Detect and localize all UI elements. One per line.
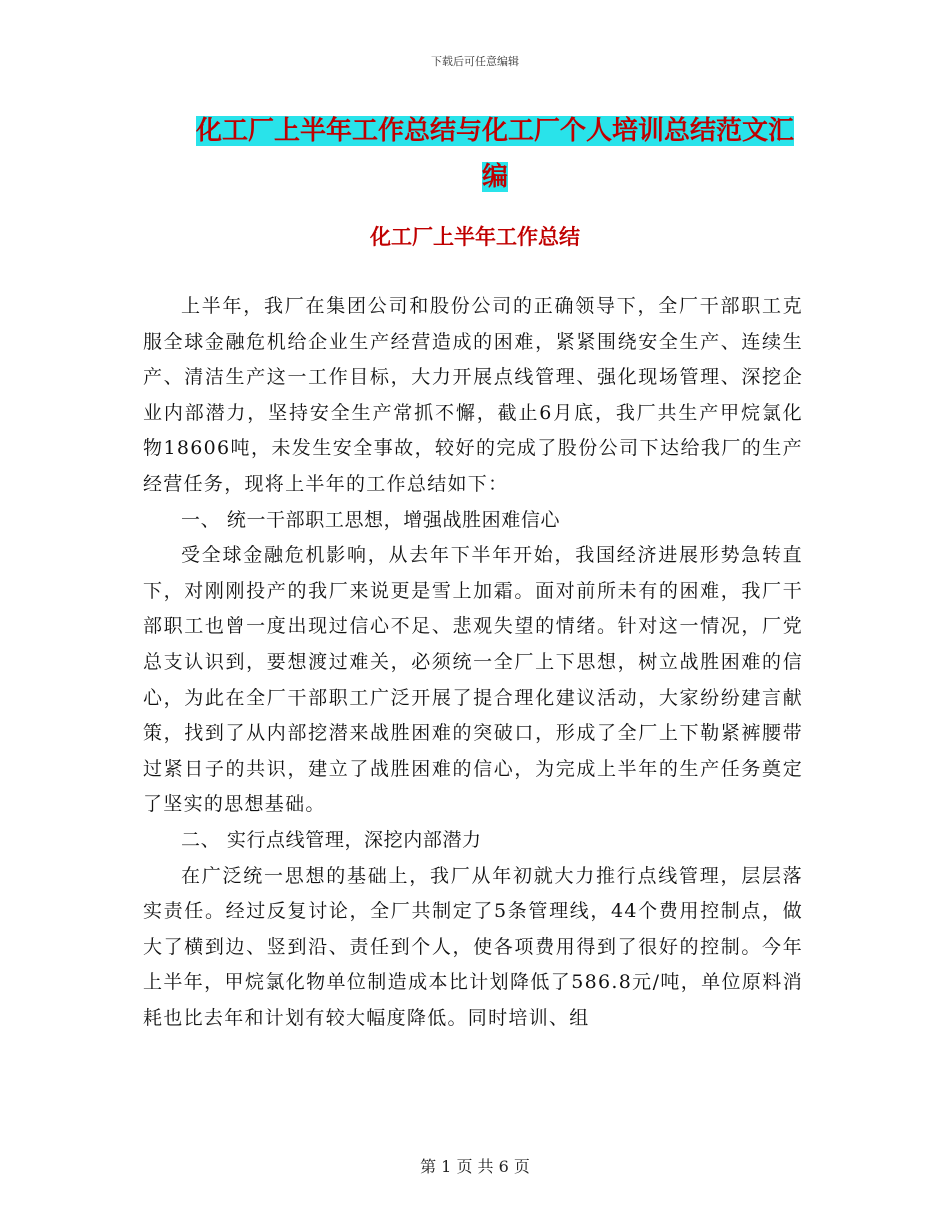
section-heading-1: 一、 统一干部职工思想，增强战胜困难信心 bbox=[181, 508, 561, 531]
paragraph-2: 在广泛统一思想的基础上，我厂从年初就大力推行点线管理，层层落实责任。经过反复讨论，全厂共制定了5条管理线，44个费用控制点，做大了横到边、竖到沿、责任到个人，使各项费用得到了很好的控制。今年上半年，甲烷氯化物单位制造成本比计划降低了586.8元/吨，单位原料消耗也比去年和计划有较大幅度降低。同时培训、组 bbox=[143, 864, 803, 1029]
section-title: 化工厂上半年工作总结 bbox=[370, 225, 580, 249]
section-heading-2: 二、 实行点线管理，深挖内部潜力 bbox=[181, 828, 482, 851]
body-text bbox=[143, 289, 803, 1036]
paragraph-intro: 上半年，我厂在集团公司和股份公司的正确领导下，全厂干部职工克服全球金融危机给企业生产经营造成的困难，紧紧围绕安全生产、连续生产、清洁生产这一工作目标，大力开展点线管理、强化现场管理、深挖企业内部潜力，坚持安全生产常抓不懈，截止6月底，我厂共生产甲烷氯化物18606吨，未发生安全事故，较好的完成了股份公司下达给我厂的生产经营任务，现将上半年的工作总结如下： bbox=[143, 295, 803, 495]
document-title bbox=[150, 108, 840, 200]
document-title-line2: 编 bbox=[481, 162, 508, 192]
document-title-line1: 化工厂上半年工作总结与化工厂个人培训总结范文汇 bbox=[195, 116, 794, 146]
page-footer: 第 1 页 共 6 页 bbox=[420, 1157, 530, 1176]
paragraph-1: 受全球金融危机影响，从去年下半年开始，我国经济进展形势急转直下，对刚刚投产的我厂来说更是雪上加霜。面对前所未有的困难，我厂干部职工也曾一度出现过信心不足、悲观失望的情绪。针对这一情况，厂党总支认识到，要想渡过难关，必须统一全厂上下思想，树立战胜困难的信心，为此在全厂干部职工广泛开展了提合理化建议活动，大家纷纷建言献策，找到了从内部挖潜来战胜困难的突破口，形成了全厂上下勒紧裤腰带过紧日子的共识，建立了战胜困难的信心，为完成上半年的生产任务奠定了坚实的思想基础。 bbox=[143, 544, 803, 816]
header-note: 下载后可任意编辑 bbox=[431, 55, 519, 68]
